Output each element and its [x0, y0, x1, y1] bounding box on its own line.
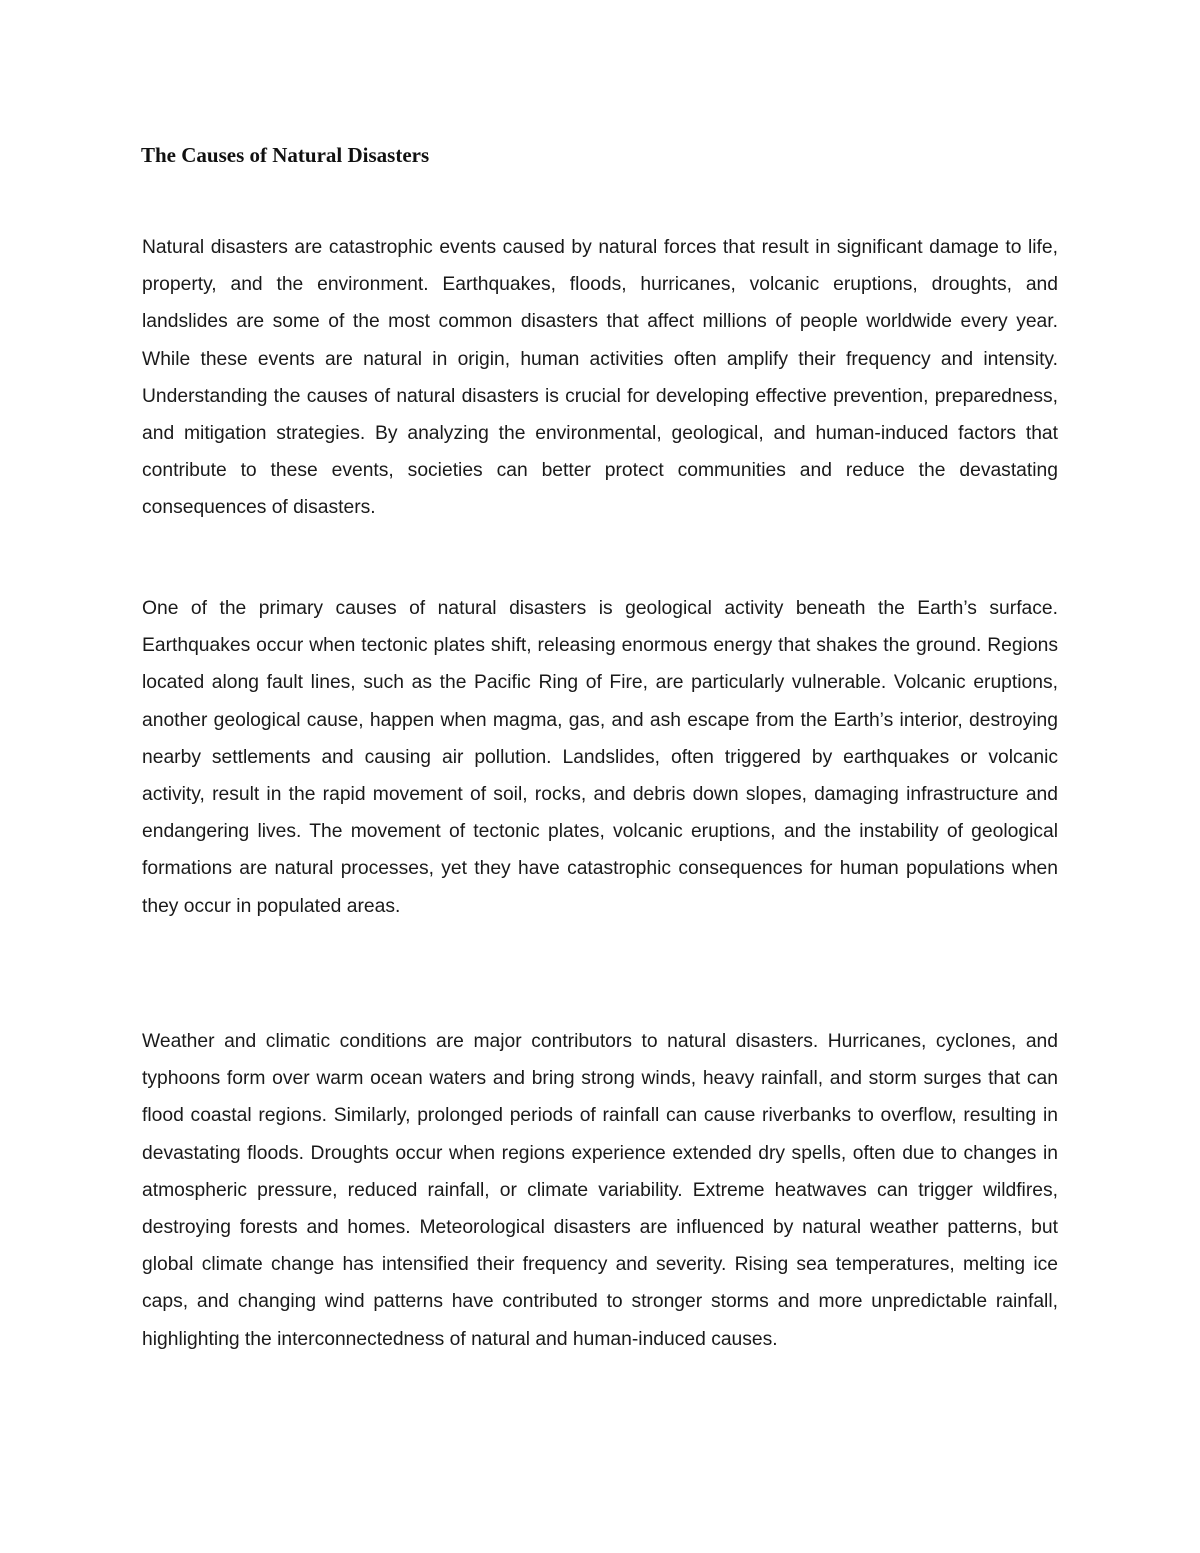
- paragraph-weather-causes: Weather and climatic conditions are major contributors to natural disasters. Hurricanes, cyclones, and typhoons form over warm ocean waters and bring strong winds, heavy rainfall, and storm surges that can flood coastal regions. Similarly, prolonged periods of rainfall can cause riverbanks to overflow, resulting in devastating floods. Droughts occur when regions experience extended dry spells, often due to changes in atmospheric pressure, reduced rainfall, or climate variability. Extreme heatwaves can trigger wildfires, destroying forests and homes. Meteorological disasters are influenced by natural weather patterns, but global climate change has intensified their frequency and severity. Rising sea temperatures, melting ice caps, and changing wind patterns have contributed to stronger storms and more unpredictable rainfall, highlighting the interconnectedness of natural and human-induced causes.: [142, 1031, 1058, 1350]
- paragraph-geological-causes: One of the primary causes of natural disasters is geological activity beneath the Earth’s surface. Earthquakes occur when tectonic plates shift, releasing enormous energy that shakes the ground. Regions located along fault lines, such as the Pacific Ring of Fire, are particularly vulnerable. Volcanic eruptions, another geological cause, happen when magma, gas, and ash escape from the Earth’s interior, destroying nearby settlements and causing air pollution. Landslides, often triggered by earthquakes or volcanic activity, result in the rapid movement of soil, rocks, and debris down slopes, damaging infrastructure and endangering lives. The movement of tectonic plates, volcanic eruptions, and the instability of geological formations are natural processes, yet they have catastrophic consequences for human populations when they occur in populated areas.: [142, 598, 1058, 917]
- paragraph-introduction: Natural disasters are catastrophic events caused by natural forces that result in significant damage to life, property, and the environment. Earthquakes, floods, hurricanes, volcanic eruptions, droughts, and landslides are some of the most common disasters that affect millions of people worldwide every year. While these events are natural in origin, human activities often amplify their frequency and intensity. Understanding the causes of natural disasters is crucial for developing effective prevention, preparedness, and mitigation strategies. By analyzing the environmental, geological, and human-induced factors that contribute to these events, societies can better protect communities and reduce the devastating consequences of disasters.: [142, 237, 1058, 519]
- document-title: The Causes of Natural Disasters: [141, 143, 430, 167]
